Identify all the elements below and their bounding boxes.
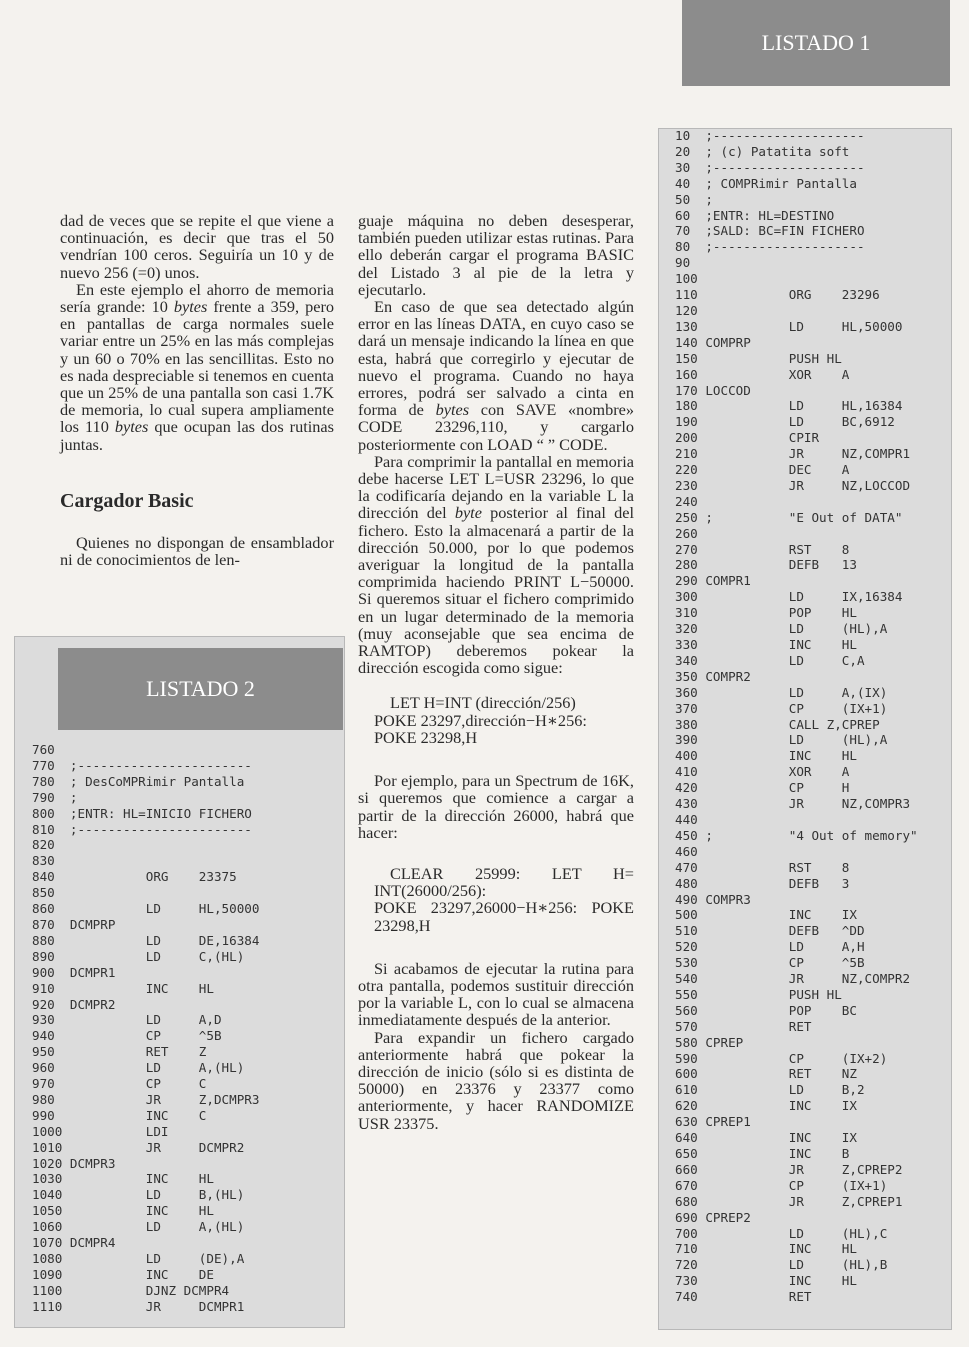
section-heading: Cargador Basic xyxy=(60,489,194,512)
paragraph: En caso de que sea detectado algún error en las líneas DATA, en cuyo caso se dará un mensaje indicando la línea en que esta, habrá que corregirlo y ejecutar de nuevo el programa. Cuando no haya errores, podrá ser salvado a cinta en forma de bytes con SAVE «nombre» CODE 23296,110, y cargarlo posteriormente con LOAD “ ” CODE. xyxy=(358,297,634,454)
listing-1-title: LISTADO 1 xyxy=(682,0,950,86)
paragraph: Para expandir un fichero cargado anteriormente habrá que pokear la dirección de inicio (sólo si es distinta de 50000) en 23376 y 23377 como anteriormente, y hacer RANDOMIZE USR 23375. xyxy=(358,1027,634,1133)
listing-2-title: LISTADO 2 xyxy=(58,648,343,730)
paragraph: En este ejemplo el ahorro de memoria sería grande: 10 bytes frente a 359, pero en pantallas de carga normales suele variar entre un 25% en las más complejas y un 60 o 70% en las sencillitas. Esto no es nada despreciable si tenemos en cuenta que un 25% de una pantalla son casi 1.7K de memoria, lo cual supera ampliamente los 110 bytes que ocupan las dos rutinas juntas. xyxy=(60,279,335,454)
paragraph: Por ejemplo, para un Spectrum de 16K, si queremos que comience a cargar a partir de la dirección 26000, habrá que hacer: xyxy=(358,771,634,842)
paragraph: Si acabamos de ejecutar la rutina para otra pantalla, podemos sustituir dirección por la variable L, con lo cual se almacena inmediatamente después de la anterior. xyxy=(358,958,634,1030)
code-example-2: CLEAR 25999: LET H= INT(26000/256): POKE 23297,26000−H∗256: POKE 23298,H xyxy=(374,863,634,935)
listing-1-code: 10 ;-------------------- 20 ; (c) Patatita soft 30 ;-------------------- 40 ; COMPRimir Pantalla 50 ; 60 ;ENTR: HL=DESTINO 70 ;SALD: BC=FIN FICHERO 80 ;-------------------- 90 100 110 ORG 23296 120 130 LD HL,50000 140 COMPRP 150 PUSH HL 160 XOR A 170 LOCCOD 180 LD HL,16384 190 LD BC,6912 200 CPIR 210 JR NZ,COMPR1 220 DEC A 230 JR NZ,LOCCOD 240 250 ; "E Out of DATA" 260 270 RST 8 280 DEFB 13 290 COMPR1 300 LD IX,16384 310 POP HL 320 LD (HL),A 330 INC HL 340 LD C,A 350 COMPR2 360 LD A,(IX) 370 CP (IX+1) 380 CALL Z,CPREP 390 LD (HL),A 400 INC HL 410 XOR A 420 CP H 430 JR NZ,COMPR3 440 450 ; "4 Out of memory" 460 470 RST 8 480 DEFB 3 490 COMPR3 500 INC IX 510 DEFB ^DD 520 LD A,H 530 CP ^5B 540 JR NZ,COMPR2 550 PUSH HL 560 POP BC 570 RET 580 CPREP 590 CP (IX+2) 600 RET NZ 610 LD B,2 620 INC IX 630 CPREP1 640 INC IX 650 INC B 660 JR Z,CPREP2 670 CP (IX+1) 680 JR Z,CPREP1 690 CPREP2 700 LD (HL),C 710 INC HL 720 LD (HL),B 730 INC HL 740 RET xyxy=(675,128,918,1305)
listing-2-code: 760 770 ;----------------------- 780 ; DesCoMPRimir Pantalla 790 ; 800 ;ENTR: HL=INICIO FICHERO 810 ;----------------------- 820 830 840 ORG 23375 850 860 LD HL,50000 870 DCMPRP 880 LD DE,16384 890 LD C,(HL) 900 DCMPR1 910 INC HL 920 DCMPR2 930 LD A,D 940 CP ^5B 950 RET Z 960 LD A,(HL) 970 CP C 980 JR Z,DCMPR3 990 INC C 1000 LDI 1010 JR DCMPR2 1020 DCMPR3 1030 INC HL 1040 LD B,(HL) 1050 INC HL 1060 LD A,(HL) 1070 DCMPR4 1080 LD (DE),A 1090 INC DE 1100 DJNZ DCMPR4 1110 JR DCMPR1 xyxy=(32,742,260,1314)
paragraph: dad de veces que se repite el que viene a continuación, es decir que tras el 50 vendrían 100 ceros. Seguiría un 10 y de nuevo 256 (=0) unos. xyxy=(60,211,334,282)
text-column-2 xyxy=(358,212,634,1132)
paragraph: Para comprimir la pantallal en memoria debe hacerse LET L=USR 23296, lo que la codificaría dejando en la variable L la dirección del byte posterior al final del fichero. Esto la almacenará a partir de la dirección 50.000, por lo que podemos averiguar la longitud de la pantalla comprimida haciendo PRINT L−50000. Si queremos situar el fichero comprimido en un lugar determinado de la memoria (muy aconsejable que sea encima de RAMTOP) deberemos pokear la dirección escogida como sigue: xyxy=(358,451,634,678)
code-example-1: LET H=INT (dirección/256) POKE 23297,dirección−H∗256: POKE 23298,H xyxy=(374,693,587,747)
paragraph: Quienes no dispongan de ensamblador ni de conocimientos de len- xyxy=(60,533,334,570)
paragraph: guaje máquina no deben desesperar, también pueden utilizar estas rutinas. Para ello deberán cargar el programa BASIC del Listado 3 al pie de la letra y ejecutarlo. xyxy=(358,211,634,299)
text-column-1 xyxy=(60,212,334,568)
